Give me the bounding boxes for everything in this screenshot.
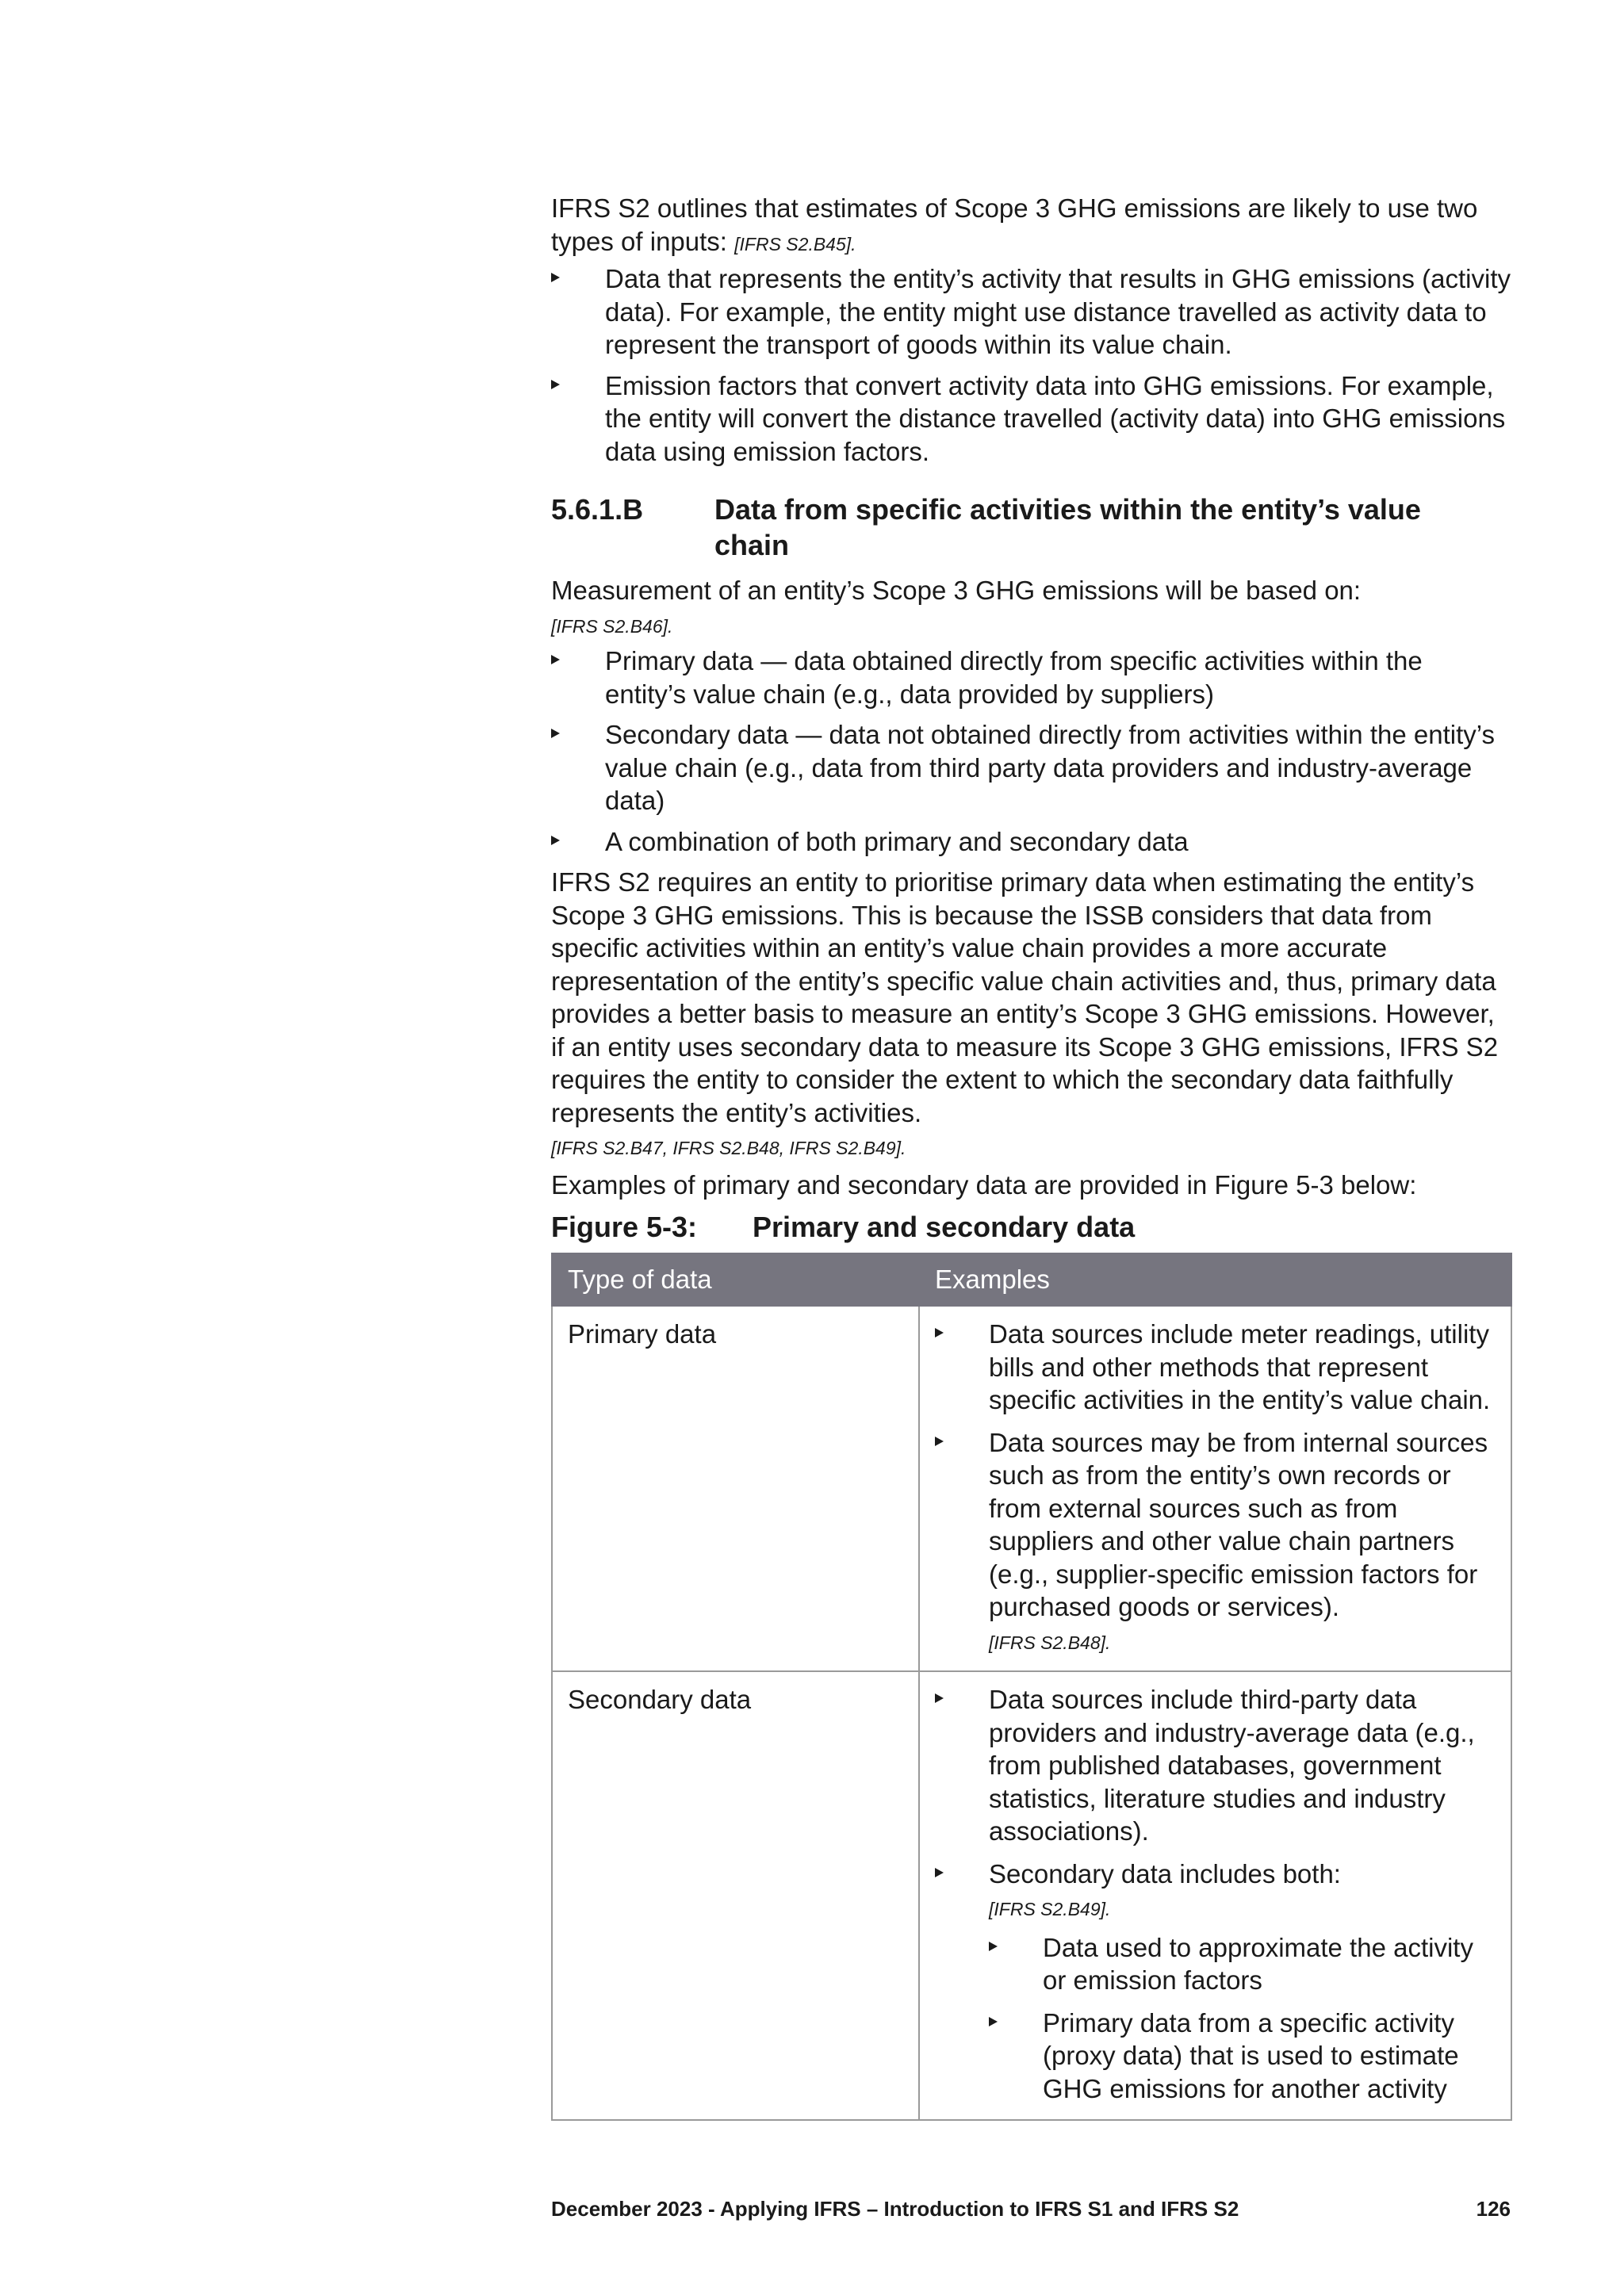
table-row [552,1306,1511,1671]
figure-caption: Primary and secondary data [753,1211,1136,1243]
prioritise-paragraph [551,866,1511,1162]
primary-type-cell: Primary data [552,1306,919,1671]
list-item-text: Data sources may be from internal sources such as from the entity’s own records or from external sources such as from suppliers and other value chain partners (e.g., supplier-specific emission factors for purchased goods or services). [989,1427,1488,1621]
header-examples: Examples [919,1253,1511,1306]
section-title: Data from specific activities within the entity’s value chain [714,493,1421,561]
page-number: 126 [1476,2197,1511,2221]
list-item: Data sources include third-party data providers and industry-average data (e.g., from published databases, government statistics, literature studies and industry associations). [935,1683,1496,1848]
figure-number: Figure 5-3: [551,1211,698,1243]
sub-list-item: Primary data from a specific activity (proxy data) that is used to estimate GHG emissions for another activity [989,2007,1496,2106]
primary-examples-list [935,1318,1496,1656]
intro-paragraph [551,192,1511,258]
secondary-sub-list [989,1931,1496,2106]
page-footer [551,2196,1511,2221]
list-item [935,1858,1496,2106]
list-item-text: Secondary data includes both: [989,1858,1341,1888]
list-item: A combination of both primary and secondary data [551,825,1511,859]
measurement-paragraph [551,574,1511,640]
secondary-examples-list [935,1683,1496,2105]
secondary-type-cell: Secondary data [552,1671,919,2120]
section-number: 5.6.1.B [551,493,644,526]
measurement-text: Measurement of an entity’s Scope 3 GHG emissions will be based on: [551,576,1362,605]
measurement-ref: [IFRS S2.B46]. [551,615,673,637]
page-content [551,192,1511,2121]
table-row [552,1671,1511,2120]
list-item: Data that represents the entity’s activity that results in GHG emissions (activity data). For example, the entity might use distance travelled as activity data to represent the transport of goods within its value chain. [551,262,1511,362]
list-item [935,1426,1496,1657]
intro-ref: [IFRS S2.B45]. [734,233,856,254]
header-type-of-data: Type of data [552,1253,919,1306]
data-types-table [551,1253,1512,2121]
list-item: Primary data — data obtained directly from specific activities within the entity’s value chain (e.g., data provided by suppliers) [551,645,1511,710]
list-item: Secondary data — data not obtained directly from activities within the entity’s value chain (e.g., data from third party data providers and industry-average data) [551,718,1511,817]
bases-list [551,645,1511,858]
prioritise-text: IFRS S2 requires an entity to prioritise primary data when estimating the entity’s Scope 3 GHG emissions. This is because the ISSB considers that data from specific activities within an entity’s value chain provides a more accurate representation of the entity’s specific value chain activities and, thus, primary data provides a better basis to measure an entity’s Scope 3 GHG emissions. However, if an entity uses secondary data to measure its Scope 3 GHG emissions, IFRS S2 requires the entity to consider the extent to which the secondary data faithfully represents the entity’s activities. [551,867,1499,1127]
figure-title [551,1209,1511,1245]
prioritise-ref: [IFRS S2.B47, IFRS S2.B48, IFRS S2.B49]. [551,1138,906,1158]
secondary-examples-cell [919,1671,1511,2120]
sub-list-item: Data used to approximate the activity or emission factors [989,1931,1496,1997]
section-heading [551,492,1511,563]
secondary-ref: [IFRS S2.B49]. [989,1899,1111,1919]
primary-examples-cell [919,1306,1511,1671]
inputs-list [551,262,1511,468]
intro-text: IFRS S2 outlines that estimates of Scope 3 GHG emissions are likely to use two types of inputs: [551,193,1478,256]
table-header-row [552,1253,1511,1306]
list-item: Data sources include meter readings, utility bills and other methods that represent specific activities in the entity’s value chain. [935,1318,1496,1417]
examples-intro: Examples of primary and secondary data are provided in Figure 5-3 below: [551,1169,1417,1200]
primary-ref: [IFRS S2.B48]. [989,1632,1111,1653]
footer-text: December 2023 - Applying IFRS – Introduction to IFRS S1 and IFRS S2 [551,2197,1239,2221]
list-item: Emission factors that convert activity data into GHG emissions. For example, the entity will convert the distance travelled (activity data) into GHG emissions data using emission factors. [551,369,1511,469]
